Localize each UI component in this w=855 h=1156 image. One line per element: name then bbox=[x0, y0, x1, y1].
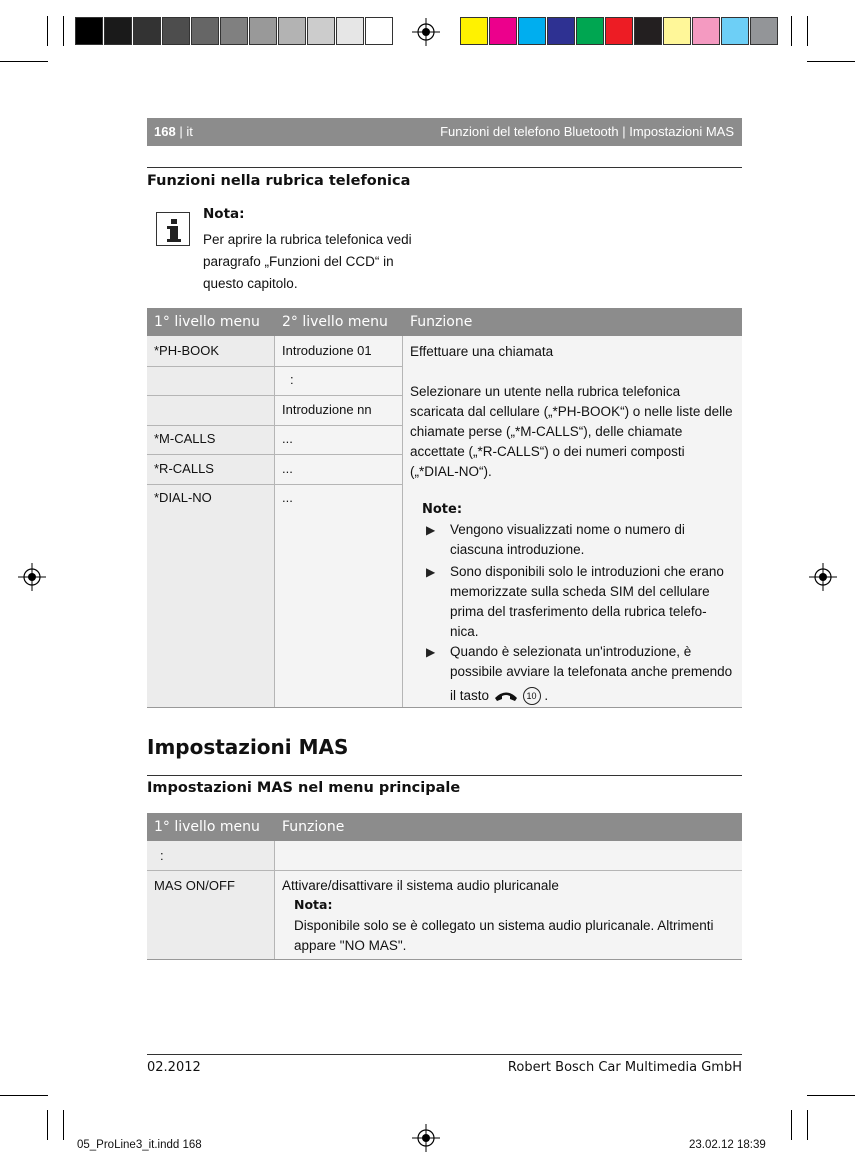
table-cell: *PH-BOOK bbox=[154, 343, 220, 358]
table-cell: Introduzione nn bbox=[282, 402, 372, 417]
color-swatch bbox=[605, 17, 633, 45]
note-line: Per aprire la rubrica telefonica vedi bbox=[203, 232, 412, 247]
key-number-badge: 10 bbox=[523, 687, 541, 705]
mas-note-text: Disponibile solo se è collegato un sistema audio pluricanale. Altrimenti appare "NO MAS". bbox=[294, 918, 714, 953]
section-heading-rubrica: Funzioni nella rubrica telefonica bbox=[147, 173, 411, 189]
column-header: Funzione bbox=[410, 314, 473, 330]
function-note-label: Note: bbox=[422, 502, 463, 517]
color-swatch bbox=[336, 17, 364, 45]
color-swatch bbox=[634, 17, 662, 45]
section-rule bbox=[147, 775, 742, 776]
page-number: 168 bbox=[154, 124, 176, 139]
slug-timestamp: 23.02.12 18:39 bbox=[689, 1139, 766, 1151]
color-swatch bbox=[133, 17, 161, 45]
color-swatch bbox=[162, 17, 190, 45]
subsection-heading-mas: Impostazioni MAS nel menu principale bbox=[147, 780, 461, 796]
color-swatch bbox=[518, 17, 546, 45]
note-label: Nota: bbox=[203, 206, 245, 222]
color-swatch bbox=[489, 17, 517, 45]
color-swatch bbox=[576, 17, 604, 45]
column-header: 2° livello menu bbox=[282, 314, 388, 330]
table-cell: ... bbox=[282, 490, 293, 505]
color-swatch bbox=[307, 17, 335, 45]
section-title: Funzioni del telefono Bluetooth | Impostazioni MAS bbox=[440, 124, 734, 139]
color-swatch bbox=[191, 17, 219, 45]
section-rule bbox=[147, 167, 742, 168]
color-swatch bbox=[365, 17, 393, 45]
bullet-arrow-icon: ▶ bbox=[426, 523, 436, 537]
color-swatch bbox=[547, 17, 575, 45]
note-line: questo capitolo. bbox=[203, 276, 298, 291]
color-swatch bbox=[104, 17, 132, 45]
note-text bbox=[203, 229, 412, 295]
mas-note-label: Nota: bbox=[294, 897, 333, 912]
color-swatch bbox=[750, 17, 778, 45]
slug-filename: 05_ProLine3_it.indd 168 bbox=[77, 1139, 202, 1151]
registration-mark-icon bbox=[412, 1124, 440, 1152]
table-cell: *DIAL-NO bbox=[154, 490, 212, 505]
phone-handset-icon bbox=[493, 689, 519, 703]
table-cell: ... bbox=[282, 431, 293, 446]
note-line: paragrafo „Funzioni del CCD“ in bbox=[203, 254, 394, 269]
column-header: Funzione bbox=[282, 819, 345, 835]
color-swatch bbox=[220, 17, 248, 45]
bullet-item: Vengono visualizzati nome o numero di ciascuna introduzione. bbox=[450, 522, 685, 557]
page-number-label bbox=[154, 124, 193, 139]
table-cell: : bbox=[160, 848, 164, 863]
page-header-bar bbox=[147, 118, 742, 146]
registration-mark-icon bbox=[412, 18, 440, 46]
table-cell: Introduzione 01 bbox=[282, 343, 372, 358]
table-cell: *M-CALLS bbox=[154, 431, 216, 446]
color-swatch bbox=[278, 17, 306, 45]
table-cell: Attivare/disattivare il sistema audio pluricanale bbox=[282, 878, 559, 893]
registration-mark-icon bbox=[18, 563, 46, 591]
bullet-item: Sono disponibili solo le introduzioni che erano memorizzate sulla scheda SIM del cellulare prima del trasferimento della rubrica telefo- nica. bbox=[450, 564, 724, 639]
registration-mark-icon bbox=[809, 563, 837, 591]
bullet-arrow-icon: ▶ bbox=[426, 645, 436, 659]
info-icon bbox=[156, 212, 190, 246]
column-header: 1° livello menu bbox=[154, 314, 260, 330]
bullet-item: Quando è selezionata un'introduzione, è possibile avviare la telefonata anche premendo il tasto 10 . bbox=[450, 642, 732, 706]
color-swatch bbox=[460, 17, 488, 45]
color-swatch bbox=[249, 17, 277, 45]
function-title: Effettuare una chiamata bbox=[410, 344, 554, 359]
table-cell: *R-CALLS bbox=[154, 461, 214, 476]
color-swatch bbox=[663, 17, 691, 45]
table-column-bg bbox=[147, 336, 274, 707]
table-cell: ... bbox=[282, 461, 293, 476]
language-code: | it bbox=[179, 124, 193, 139]
color-swatch bbox=[75, 17, 103, 45]
footer-date: 02.2012 bbox=[147, 1060, 201, 1075]
table-cell: : bbox=[290, 372, 294, 387]
section-heading-mas: Impostazioni MAS bbox=[147, 735, 349, 759]
table-column-bg bbox=[147, 841, 274, 959]
color-swatch bbox=[721, 17, 749, 45]
footer-rule bbox=[147, 1054, 742, 1055]
color-swatch bbox=[692, 17, 720, 45]
column-header: 1° livello menu bbox=[154, 819, 260, 835]
function-description: Selezionare un utente nella rubrica telefonica scaricata dal cellulare („*PH-BOOK“) o nelle liste delle chiamate perse („*M-CALLS“), delle chiamate accettate („*R-CALLS“) o dei numeri composti („*DIAL-NO“). bbox=[410, 384, 733, 479]
footer-company: Robert Bosch Car Multimedia GmbH bbox=[507, 1060, 742, 1075]
table-cell: MAS ON/OFF bbox=[154, 878, 235, 893]
bullet-arrow-icon: ▶ bbox=[426, 565, 436, 579]
